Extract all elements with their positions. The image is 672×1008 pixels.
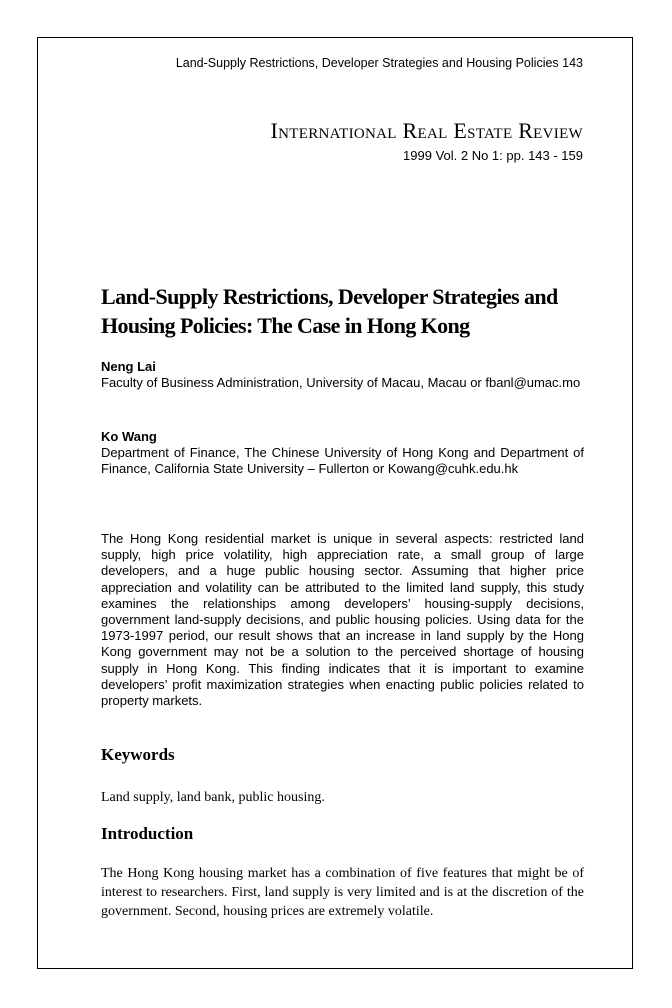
running-head: Land-Supply Restrictions, Developer Strategies and Housing Policies 143 — [175, 56, 583, 70]
keywords-text: Land supply, land bank, public housing. — [101, 790, 325, 805]
author-affiliation: Faculty of Business Administration, University of Macau, Macau or fbanl@umac.mo — [101, 375, 581, 390]
author-name: Neng Lai — [101, 359, 156, 374]
introduction-text: The Hong Kong housing market has a combination of five features that might be of interest to researchers. First, land supply is very limited and is at the discretion of the government. Second, housing prices are extremely volatile. — [101, 866, 584, 919]
journal-issue: 1999 Vol. 2 No 1: pp. 143 - 159 — [403, 148, 583, 163]
author-block-2 — [101, 429, 584, 477]
abstract: The Hong Kong residential market is unique in several aspects: restricted land supply, high price volatility, high appreciation rate, a small group of large developers, and a huge public housing sector. Assuming that higher price appreciation and volatility can be attributed to the limited land supply, this study examines the relationships among developers’ housing-supply decisions, government land-supply decisions, and public housing policies. Using data for the 1973-1997 period, our result shows that an increase in land supply by the Hong Kong government may not be a solution to the perceived shortage of housing supply in Hong Kong. This finding indicates that it is important to examine developers’ profit maximization strategies when enacting public policies related to property markets. — [101, 531, 584, 709]
paper-title: Land-Supply Restrictions, Developer Strategies and Housing Policies: The Case in Hong Kong — [101, 284, 558, 338]
introduction-heading: Introduction — [101, 824, 194, 843]
author-name: Ko Wang — [101, 429, 157, 444]
journal-title: International Real Estate Review — [270, 118, 583, 143]
keywords-heading: Keywords — [101, 745, 175, 764]
author-block-1 — [101, 359, 584, 391]
author-affiliation: Department of Finance, The Chinese University of Hong Kong and Department of Finance, California State University – Fullerton or Kowang@cuhk.edu.hk — [101, 445, 584, 476]
